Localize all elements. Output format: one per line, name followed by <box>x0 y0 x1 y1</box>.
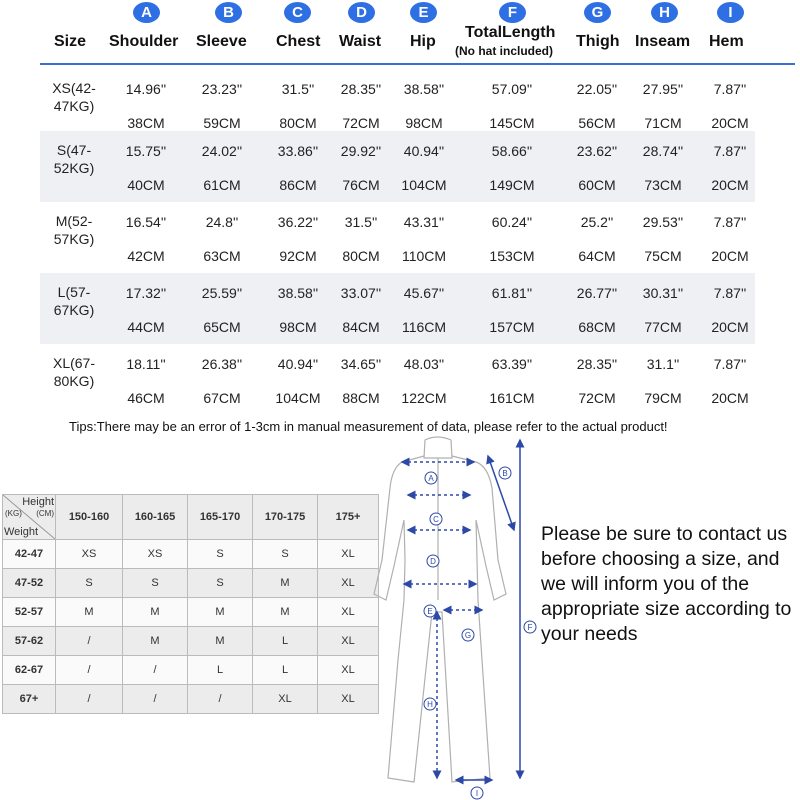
size-cell-inch: 7.87'' <box>713 81 747 97</box>
size-cell-inch: 17.32'' <box>125 285 167 301</box>
size-cell-inch: 63.39'' <box>491 356 533 372</box>
size-cell-cm: 44CM <box>127 319 165 335</box>
size-cell-cm: 153CM <box>489 248 535 264</box>
size-row-label-line2: 67KG) <box>53 302 95 318</box>
callout-g <box>462 629 474 641</box>
size-cell-cm: 122CM <box>401 390 447 406</box>
grid-cell: S <box>188 569 253 598</box>
size-cell-inch: 26.38'' <box>201 356 243 372</box>
size-cell-inch: 58.66'' <box>491 143 533 159</box>
size-cell-cm: 86CM <box>279 177 317 193</box>
size-cell-cm: 60CM <box>578 177 616 193</box>
size-cell-inch: 25.59'' <box>201 285 243 301</box>
size-cell-inch: 15.75'' <box>125 143 167 159</box>
grid-height-160-165: 160-165 <box>123 495 188 540</box>
size-cell-cm: 20CM <box>711 248 749 264</box>
grid-cell: S <box>56 569 123 598</box>
column-badge-b: B <box>215 2 242 23</box>
size-cell-inch: 33.07'' <box>340 285 382 301</box>
size-cell-inch: 33.86'' <box>277 143 319 159</box>
column-header-chest: Chest <box>276 33 321 50</box>
grid-cell: XL <box>318 656 379 685</box>
measurement-tip: Tips:There may be an error of 1-3cm in manual measurement of data, please refer to the actual product! <box>69 419 668 434</box>
size-row-label-line1: L(57- <box>57 284 91 300</box>
column-header-hem: Hem <box>709 33 744 50</box>
size-cell-inch: 34.65'' <box>340 356 382 372</box>
grid-height-165-170: 165-170 <box>188 495 253 540</box>
column-badge-g: G <box>584 2 611 23</box>
callout-label-a: A <box>428 474 434 483</box>
grid-cell: L <box>188 656 253 685</box>
size-cell-cm: 68CM <box>578 319 616 335</box>
callout-a <box>425 472 437 484</box>
size-cell-cm: 116CM <box>401 319 447 335</box>
size-cell-inch: 43.31'' <box>403 214 445 230</box>
callout-h <box>424 698 436 710</box>
callout-label-g: G <box>464 631 472 640</box>
size-cell-cm: 65CM <box>203 319 241 335</box>
size-cell-cm: 79CM <box>644 390 682 406</box>
grid-cell: / <box>123 685 188 714</box>
callout-i <box>471 787 483 799</box>
grid-cell: M <box>188 598 253 627</box>
size-cell-cm: 59CM <box>203 115 241 131</box>
column-header-inseam: Inseam <box>635 33 691 50</box>
column-badge-d: D <box>348 2 375 23</box>
size-cell-cm: 77CM <box>644 319 682 335</box>
callout-label-i: I <box>475 789 479 798</box>
size-cell-inch: 61.81'' <box>491 285 533 301</box>
size-cell-inch: 14.96'' <box>125 81 167 97</box>
callout-c <box>430 513 442 525</box>
size-cell-cm: 84CM <box>342 319 380 335</box>
grid-cell: XL <box>318 569 379 598</box>
grid-cell: M <box>123 598 188 627</box>
grid-weight: 42-47 <box>3 540 56 569</box>
grid-height-150-160: 150-160 <box>56 495 123 540</box>
size-cell-cm: 149CM <box>489 177 535 193</box>
size-row-label <box>44 141 104 177</box>
column-header-total-length: TotalLength <box>465 24 556 41</box>
size-cell-cm: 80CM <box>342 248 380 264</box>
size-cell-inch: 60.24'' <box>491 214 533 230</box>
size-cell-inch: 40.94'' <box>277 356 319 372</box>
size-row-label-line1: M(52- <box>55 213 93 229</box>
callout-label-c: C <box>433 515 439 524</box>
size-cell-cm: 73CM <box>644 177 682 193</box>
size-cell-cm: 56CM <box>578 115 616 131</box>
grid-weight: 62-67 <box>3 656 56 685</box>
size-cell-cm: 63CM <box>203 248 241 264</box>
column-badge-c: C <box>284 2 311 23</box>
size-row-label-line1: XS(42- <box>52 80 96 96</box>
size-cell-cm: 72CM <box>578 390 616 406</box>
size-cell-cm: 42CM <box>127 248 165 264</box>
grid-row <box>3 685 379 714</box>
size-cell-cm: 76CM <box>342 177 380 193</box>
grid-corner-weight: Weight <box>4 526 39 538</box>
size-row-label <box>44 283 104 319</box>
size-cell-cm: 98CM <box>405 115 443 131</box>
callout-f <box>524 621 536 633</box>
size-cell-inch: 45.67'' <box>403 285 445 301</box>
grid-corner-height: Height <box>22 496 54 508</box>
grid-cell: M <box>253 569 318 598</box>
size-row-label <box>44 212 104 248</box>
size-cell-inch: 38.58'' <box>277 285 319 301</box>
grid-cell: S <box>123 569 188 598</box>
size-cell-cm: 71CM <box>644 115 682 131</box>
callout-label-f: F <box>527 623 533 632</box>
size-cell-inch: 29.92'' <box>340 143 382 159</box>
size-cell-cm: 40CM <box>127 177 165 193</box>
size-cell-inch: 30.31'' <box>642 285 684 301</box>
size-cell-inch: 29.53'' <box>642 214 684 230</box>
grid-weight: 52-57 <box>3 598 56 627</box>
size-cell-cm: 20CM <box>711 390 749 406</box>
grid-height-170-175: 170-175 <box>253 495 318 540</box>
column-header-waist: Waist <box>339 33 382 50</box>
column-header-shoulder: Shoulder <box>109 33 179 50</box>
header-divider <box>40 63 795 65</box>
size-row-label-line2: 57KG) <box>53 231 95 247</box>
callout-d <box>427 555 439 567</box>
grid-cell: XL <box>318 598 379 627</box>
callout-e <box>424 605 436 617</box>
grid-cell: XL <box>318 627 379 656</box>
size-cell-inch: 31.5'' <box>344 214 378 230</box>
grid-cell: / <box>123 656 188 685</box>
size-cell-inch: 40.94'' <box>403 143 445 159</box>
size-cell-inch: 25.2'' <box>580 214 614 230</box>
grid-weight: 67+ <box>3 685 56 714</box>
grid-cell: L <box>253 627 318 656</box>
size-cell-cm: 46CM <box>127 390 165 406</box>
size-row-label <box>44 79 104 115</box>
size-cell-cm: 20CM <box>711 115 749 131</box>
column-header-total-length-note: (No hat included) <box>455 44 553 58</box>
size-cell-inch: 18.11'' <box>126 356 166 372</box>
grid-cell: / <box>188 685 253 714</box>
grid-cell: S <box>188 540 253 569</box>
grid-cell: XS <box>56 540 123 569</box>
callout-label-d: D <box>430 557 436 566</box>
size-cell-inch: 7.87'' <box>713 143 747 159</box>
grid-row <box>3 627 379 656</box>
grid-cell: XL <box>318 540 379 569</box>
size-cell-inch: 36.22'' <box>277 214 319 230</box>
grid-cell: L <box>253 656 318 685</box>
grid-cell: / <box>56 656 123 685</box>
size-cell-inch: 23.62'' <box>576 143 618 159</box>
size-row-label-line2: 47KG) <box>53 98 95 114</box>
jumpsuit-outline <box>374 437 506 782</box>
grid-cell: M <box>253 598 318 627</box>
callout-label-h: H <box>427 700 433 709</box>
size-row-label-line1: S(47- <box>56 142 92 158</box>
grid-weight: 57-62 <box>3 627 56 656</box>
size-row-label-line1: XL(67- <box>52 355 96 371</box>
column-badge-i: I <box>717 2 744 23</box>
callout-b <box>499 467 511 479</box>
grid-corner-cm: (CM) <box>36 509 54 518</box>
size-cell-inch: 7.87'' <box>713 356 747 372</box>
column-header-thigh: Thigh <box>576 33 620 50</box>
size-cell-cm: 38CM <box>127 115 165 131</box>
size-cell-inch: 22.05'' <box>576 81 618 97</box>
grid-corner-kg: (KG) <box>5 509 22 518</box>
size-cell-inch: 31.1'' <box>646 356 680 372</box>
size-cell-cm: 145CM <box>489 115 535 131</box>
grid-cell: XS <box>123 540 188 569</box>
size-row-label-line2: 80KG) <box>53 373 95 389</box>
size-cell-cm: 75CM <box>644 248 682 264</box>
size-row-label <box>44 354 104 390</box>
garment-diagram <box>360 432 540 800</box>
size-cell-inch: 26.77'' <box>576 285 618 301</box>
size-cell-inch: 24.02'' <box>201 143 243 159</box>
size-cell-inch: 38.58'' <box>403 81 445 97</box>
size-cell-cm: 161CM <box>489 390 535 406</box>
size-cell-inch: 23.23'' <box>201 81 243 97</box>
size-cell-cm: 104CM <box>401 177 447 193</box>
size-cell-cm: 20CM <box>711 319 749 335</box>
size-row-label-line2: 52KG) <box>53 160 95 176</box>
size-cell-cm: 64CM <box>578 248 616 264</box>
size-cell-inch: 28.35'' <box>576 356 618 372</box>
grid-cell: / <box>56 627 123 656</box>
size-cell-inch: 31.5'' <box>281 81 315 97</box>
column-badge-f: F <box>499 2 526 23</box>
grid-cell: XL <box>318 685 379 714</box>
size-cell-cm: 72CM <box>342 115 380 131</box>
grid-cell: M <box>188 627 253 656</box>
size-column-header: Size <box>54 33 87 50</box>
size-cell-cm: 88CM <box>342 390 380 406</box>
size-cell-cm: 157CM <box>489 319 535 335</box>
grid-weight: 47-52 <box>3 569 56 598</box>
column-header-sleeve: Sleeve <box>196 33 247 50</box>
contact-note: Please be sure to contact us before choosing a size, and we will inform you of the appropriate size according to your needs <box>541 523 792 645</box>
column-header-hip: Hip <box>410 33 436 50</box>
size-cell-cm: 20CM <box>711 177 749 193</box>
size-cell-inch: 27.95'' <box>642 81 684 97</box>
size-cell-cm: 98CM <box>279 319 317 335</box>
grid-row <box>3 569 379 598</box>
grid-row <box>3 540 379 569</box>
size-cell-inch: 7.87'' <box>713 285 747 301</box>
column-badge-a: A <box>133 2 160 23</box>
size-cell-cm: 104CM <box>275 390 321 406</box>
size-cell-cm: 61CM <box>203 177 241 193</box>
size-cell-inch: 7.87'' <box>713 214 747 230</box>
grid-row <box>3 598 379 627</box>
size-cell-inch: 57.09'' <box>491 81 533 97</box>
size-cell-cm: 92CM <box>279 248 317 264</box>
grid-corner <box>3 495 56 540</box>
size-recommendation-grid <box>2 494 379 714</box>
size-cell-inch: 24.8'' <box>205 214 239 230</box>
size-cell-inch: 28.74'' <box>642 143 684 159</box>
size-cell-cm: 80CM <box>279 115 317 131</box>
column-badge-h: H <box>651 2 678 23</box>
grid-cell: XL <box>253 685 318 714</box>
callout-label-b: B <box>502 469 508 478</box>
column-badge-e: E <box>410 2 437 23</box>
grid-cell: / <box>56 685 123 714</box>
size-cell-inch: 28.35'' <box>340 81 382 97</box>
size-cell-inch: 16.54'' <box>125 214 167 230</box>
size-cell-cm: 67CM <box>203 390 241 406</box>
grid-height-175-plus: 175+ <box>318 495 379 540</box>
grid-cell: S <box>253 540 318 569</box>
grid-cell: M <box>123 627 188 656</box>
size-cell-inch: 48.03'' <box>403 356 445 372</box>
size-cell-cm: 110CM <box>401 248 447 264</box>
callout-label-e: E <box>427 607 433 616</box>
grid-cell: M <box>56 598 123 627</box>
grid-row <box>3 656 379 685</box>
